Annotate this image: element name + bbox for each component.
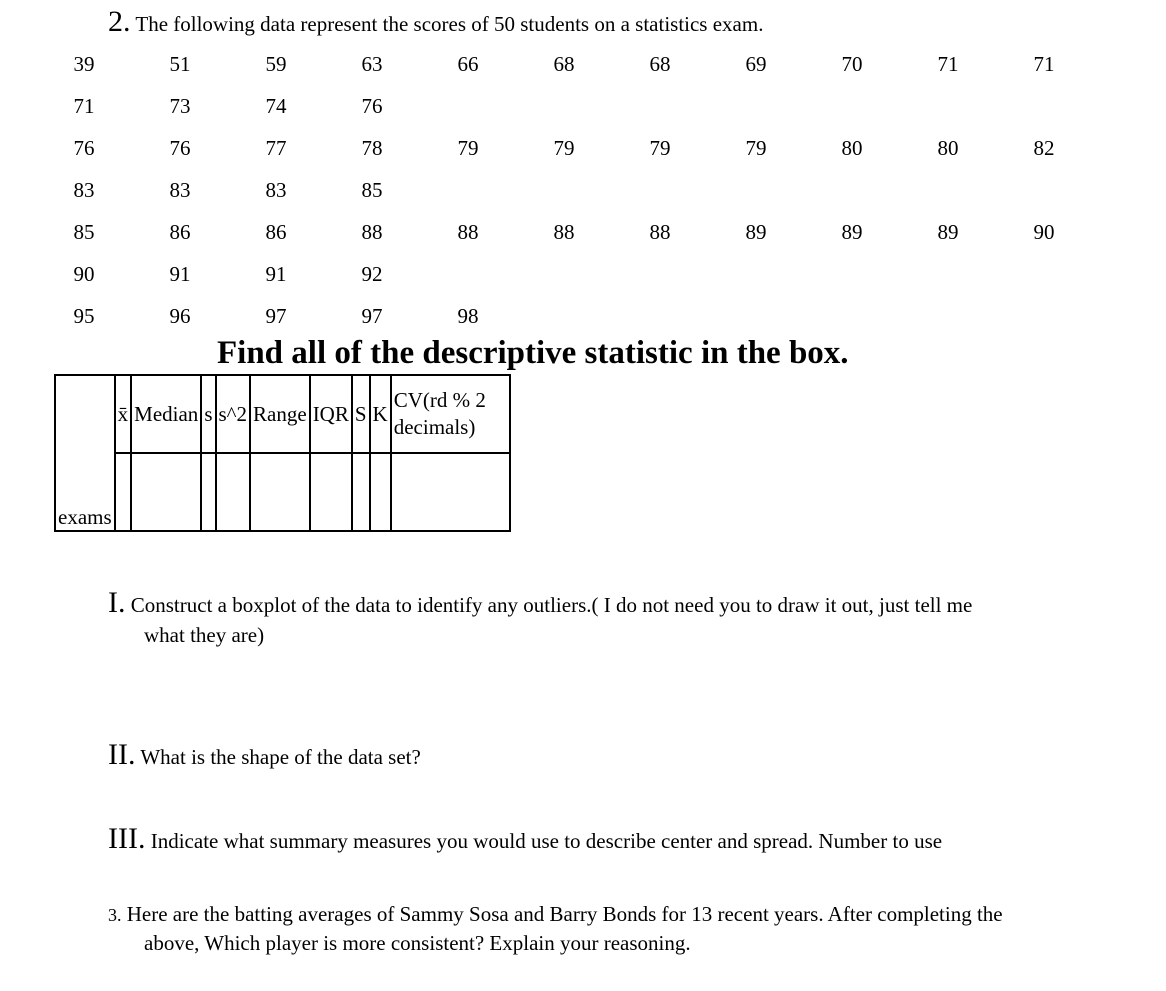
answer-cell-kurtosis[interactable]	[370, 453, 391, 531]
header-cv-line1: CV(rd % 2	[393, 388, 486, 412]
score-value: 90	[73, 262, 95, 286]
score-value: 88	[361, 220, 383, 244]
score-value: 89	[841, 220, 863, 244]
score-value: 76	[361, 94, 383, 118]
answer-cell-range[interactable]	[250, 453, 310, 531]
score-value: 76	[73, 136, 95, 160]
header-median: Median	[131, 375, 201, 453]
score-value: 79	[649, 136, 671, 160]
score-value: 98	[457, 304, 479, 328]
score-value: 97	[265, 304, 287, 328]
score-value: 76	[169, 136, 191, 160]
score-value: 85	[361, 178, 383, 202]
score-value: 59	[265, 52, 287, 76]
problem-2-statement	[108, 5, 763, 39]
score-value: 86	[169, 220, 191, 244]
score-value: 63	[361, 52, 383, 76]
score-value: 90	[1033, 220, 1055, 244]
question-III-numeral: III.	[108, 822, 146, 855]
score-value: 88	[457, 220, 479, 244]
score-value: 68	[553, 52, 575, 76]
instruction-heading: Find all of the descriptive statistic in the box.	[217, 335, 849, 371]
row-label-exams: exams	[55, 375, 115, 531]
problem-3-line2: above, Which player is more consistent? Explain your reasoning.	[144, 931, 691, 955]
score-value: 91	[169, 262, 191, 286]
header-skewness: S	[352, 375, 370, 453]
answer-cell-variance[interactable]	[216, 453, 251, 531]
answer-cell-median[interactable]	[131, 453, 201, 531]
score-value: 80	[937, 136, 959, 160]
score-value: 71	[1033, 52, 1055, 76]
score-value: 70	[841, 52, 863, 76]
score-value: 68	[649, 52, 671, 76]
stats-header-row	[55, 375, 510, 453]
score-value: 91	[265, 262, 287, 286]
question-I-numeral: I.	[108, 586, 126, 619]
score-value: 89	[937, 220, 959, 244]
score-value: 95	[73, 304, 95, 328]
score-value: 83	[169, 178, 191, 202]
score-value: 71	[73, 94, 95, 118]
score-value: 82	[1033, 136, 1055, 160]
question-III	[108, 824, 942, 856]
answer-cell-skewness[interactable]	[352, 453, 370, 531]
question-II-text: What is the shape of the data set?	[140, 745, 421, 769]
question-I-line1: Construct a boxplot of the data to identify any outliers.( I do not need you to draw it out, just tell me	[130, 593, 973, 617]
question-II-numeral: II.	[108, 738, 136, 771]
score-value: 86	[265, 220, 287, 244]
descriptive-stats-table	[54, 374, 511, 532]
score-value: 73	[169, 94, 191, 118]
header-range: Range	[250, 375, 310, 453]
score-value: 79	[553, 136, 575, 160]
problem-2-number: 2.	[108, 5, 131, 38]
score-value: 97	[361, 304, 383, 328]
answer-cell-mean[interactable]	[115, 453, 132, 531]
header-mean: x̄	[115, 375, 132, 453]
score-value: 80	[841, 136, 863, 160]
score-value: 79	[745, 136, 767, 160]
score-value: 71	[937, 52, 959, 76]
question-III-text: Indicate what summary measures you would use to describe center and spread. Number to use	[150, 829, 943, 853]
header-kurtosis: K	[370, 375, 391, 453]
score-value: 88	[649, 220, 671, 244]
score-value: 89	[745, 220, 767, 244]
score-value: 83	[265, 178, 287, 202]
problem-3	[108, 900, 1148, 957]
problem-3-number: 3.	[108, 905, 122, 925]
stats-answer-row	[55, 453, 510, 531]
answer-cell-s[interactable]	[201, 453, 215, 531]
question-I	[108, 588, 1128, 650]
problem-3-line1: Here are the batting averages of Sammy Sosa and Barry Bonds for 13 recent years. After completing the	[126, 902, 1003, 926]
question-II	[108, 740, 421, 772]
score-value: 74	[265, 94, 287, 118]
score-value: 39	[73, 52, 95, 76]
answer-cell-iqr[interactable]	[310, 453, 352, 531]
score-value: 51	[169, 52, 191, 76]
problem-2-text: The following data represent the scores of 50 students on a statistics exam.	[135, 12, 764, 36]
header-s: s	[201, 375, 215, 453]
score-value: 66	[457, 52, 479, 76]
score-value: 77	[265, 136, 287, 160]
score-value: 85	[73, 220, 95, 244]
score-value: 88	[553, 220, 575, 244]
header-iqr: IQR	[310, 375, 352, 453]
score-value: 83	[73, 178, 95, 202]
score-value: 92	[361, 262, 383, 286]
header-variance: s^2	[216, 375, 251, 453]
score-value: 79	[457, 136, 479, 160]
score-value: 78	[361, 136, 383, 160]
score-value: 96	[169, 304, 191, 328]
header-cv	[391, 375, 510, 453]
header-cv-line2: decimals)	[393, 415, 476, 439]
question-I-line2: what they are)	[144, 623, 265, 647]
answer-cell-cv[interactable]	[391, 453, 510, 531]
score-value: 69	[745, 52, 767, 76]
